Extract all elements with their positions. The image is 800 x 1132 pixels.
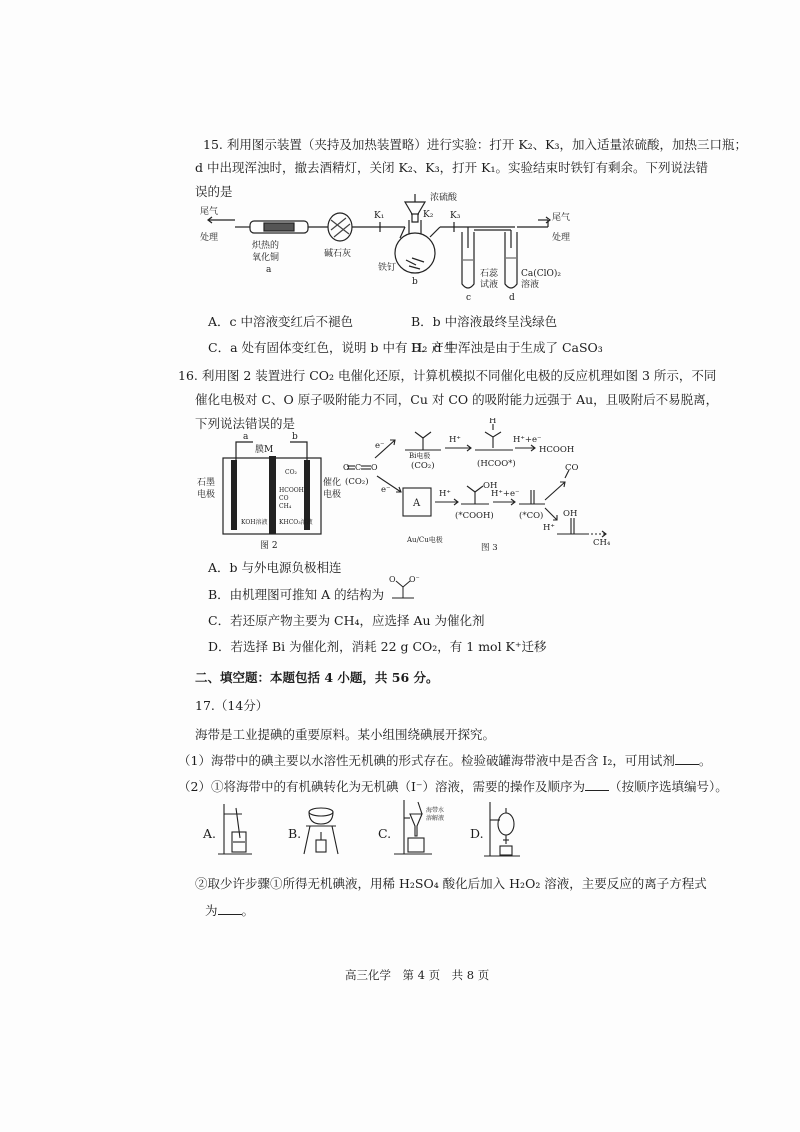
- q15-option-c: C．a 处有固体变红色，说明 b 中有 H₂ 产生: [208, 340, 457, 355]
- q17-part2: [178, 779, 728, 795]
- q17-part2-2-answer-text: 为: [205, 903, 218, 918]
- q17-part2-text: （2）①将海带中的有机碘转化为无机碘（I⁻）溶液，需要的操作及顺序为: [178, 779, 585, 794]
- q17-part2-2-answer-end: 。: [241, 903, 255, 918]
- tail-gas-right-label: 尾气: [552, 213, 571, 223]
- apparatus-d-figure: [482, 798, 524, 862]
- co-product: CO: [565, 463, 579, 473]
- q17-part2-blank[interactable]: [585, 779, 609, 791]
- right-solution-label: KHCO₃溶液: [279, 519, 313, 526]
- q15-line3: 误的是: [195, 184, 233, 199]
- label-a: a: [266, 265, 272, 275]
- q17-part2-2-answer: [205, 903, 254, 919]
- section-2-heading: 二、填空题：本题包括 4 小题，共 56 分。: [195, 670, 439, 685]
- q16-option-c: C．若还原产物主要为 CH₄，应选择 Au 为催化剂: [208, 613, 485, 628]
- fig2-caption: 图 2: [260, 541, 278, 550]
- k1-label: K₁: [374, 211, 385, 221]
- co2-ads-label: (CO₂): [411, 461, 435, 471]
- product-hcooh: HCOOH: [279, 487, 304, 494]
- apparatus-c-label-1: 海带水: [426, 807, 445, 814]
- heated-cuo-label: 炽热的: [252, 241, 280, 251]
- app-option-b-label: B.: [288, 826, 302, 841]
- product-co2: CO₂: [285, 469, 297, 476]
- membrane-label: 膜M: [255, 445, 274, 455]
- q17-part1-end: 。: [698, 753, 712, 768]
- cooh-label: (*COOH): [455, 511, 494, 521]
- product-ch4: CH₄: [279, 503, 292, 510]
- fig3-mechanism: [343, 418, 613, 553]
- q15-line1: 15. 利用图示装置（夹持及加热装置略）进行实验：打开 K₂、K₃，加入适量浓硫酸，加热三口瓶；: [203, 137, 748, 152]
- q16-option-b: B．由机理图可推知 A 的结构为: [208, 587, 385, 602]
- apparatus-b-drawing: [300, 802, 342, 860]
- h-plus-1: H⁺: [449, 435, 461, 445]
- co-ads-label: (*CO): [519, 511, 544, 521]
- catalyst-label-2: 电极: [323, 490, 342, 500]
- apparatus-diagram: [200, 190, 600, 305]
- q17-part2-end: （按顺序选填编号）。: [609, 779, 728, 794]
- hcooh-product: HCOOH: [539, 445, 575, 455]
- soda-lime-label: 碱石灰: [324, 249, 352, 259]
- oh-label-2: OH: [563, 509, 578, 519]
- carboxylate-structure-drawing: [388, 574, 422, 602]
- left-solution-label: KOH溶液: [241, 519, 268, 526]
- co2-c-atom: C: [355, 463, 362, 472]
- q16-option-d: D．若选择 Bi 为催化剂，消耗 22 g CO₂，有 1 mol K⁺迁移: [208, 639, 547, 654]
- label-c: c: [466, 293, 472, 303]
- page-footer: 高三化学 第 4 页 共 8 页: [345, 968, 490, 982]
- e-minus-1: e⁻: [375, 441, 385, 451]
- co2-left-label: (CO₂): [345, 477, 369, 487]
- app-option-a-label: A.: [203, 826, 217, 841]
- bi-electrode-label: Bi电极: [409, 452, 431, 460]
- fig3-diagram: [343, 418, 613, 553]
- q16-line2: 催化电极对 C、O 原子吸附能力不同，Cu 对 CO 的吸附能力远强于 Au，且吸附后不易脱离，: [195, 392, 719, 407]
- apparatus-c-drawing: [392, 796, 464, 862]
- catalyst-label: 催化: [323, 478, 342, 488]
- conc-acid-label: 浓硫酸: [430, 193, 458, 203]
- apparatus-c-figure: [392, 796, 464, 862]
- graphite-label-2: 电极: [197, 490, 216, 500]
- label-b: b: [412, 277, 418, 287]
- q17-heading: 17.（14分）: [195, 698, 269, 713]
- caclo2-label: Ca(ClO)₂: [521, 269, 562, 279]
- co2-o-atom-1: O: [343, 463, 350, 472]
- q17-intro: 海带是工业提碘的重要原料。某小组围绕碘展开探究。: [195, 727, 496, 742]
- k3-label: K₃: [450, 211, 461, 221]
- hcoo-label: (HCOO*): [477, 459, 516, 469]
- co2-o-atom-2: O: [371, 463, 378, 472]
- terminal-b: b: [292, 432, 298, 442]
- q17-part2-2: ②取少许步骤①所得无机碘液，用稀 H₂SO₄ 酸化后加入 H₂O₂ 溶液，主要反应的离子方程式: [195, 876, 707, 891]
- label-d: d: [509, 293, 515, 303]
- caclo2-label-2: 溶液: [521, 280, 540, 290]
- q15-option-a: A．c 中溶液变红后不褪色: [208, 314, 354, 329]
- terminal-a: a: [243, 432, 249, 442]
- q15-option-d: D．d 中浑浊是由于生成了 CaSO₃: [411, 340, 603, 355]
- q16-line1: 16. 利用图 2 装置进行 CO₂ 电催化还原，计算机模拟不同催化电极的反应机理如图 3 所示，不同: [178, 368, 717, 383]
- ch4-product: CH₄: [593, 538, 611, 548]
- h-top: H: [489, 418, 497, 426]
- q17-part1-text: （1）海带中的碘主要以水溶性无机碘的形式存在。检验破罐海带液中是否含 I₂，可用试剂: [178, 753, 675, 768]
- carboxylate-structure: [388, 574, 422, 602]
- q15-line2: d 中出现浑浊时，撤去酒精灯，关闭 K₂、K₃，打开 K₁。实验结束时铁钉有剩余。下列说法错: [195, 160, 708, 175]
- iron-nail-label: 铁钉: [378, 263, 397, 273]
- oh-label: OH: [483, 481, 498, 491]
- heated-cuo-label-2: 氧化铜: [252, 253, 280, 263]
- tail-gas-right-label-2: 处理: [552, 233, 571, 243]
- apparatus-b-figure: [300, 802, 342, 860]
- e-minus-2: e⁻: [381, 485, 391, 495]
- apparatus-d-drawing: [482, 798, 524, 862]
- fig3-caption: 图 3: [481, 543, 498, 553]
- litmus-label: 石蕊: [480, 269, 499, 279]
- graphite-label: 石墨: [197, 478, 216, 488]
- litmus-label-2: 试液: [480, 280, 499, 290]
- product-co: CO: [279, 495, 289, 502]
- h-plus-e-2: H⁺+e⁻: [491, 489, 520, 499]
- au-cu-electrode-label: Au/Cu电极: [407, 536, 443, 544]
- q17-part1-blank[interactable]: [675, 753, 699, 765]
- carboxylate-o-right: O⁻: [409, 575, 420, 584]
- apparatus-a-figure: [216, 800, 256, 860]
- apparatus-c-label-2: 溶解液: [426, 815, 445, 822]
- membrane-m: [269, 456, 276, 534]
- fig2-electrolysis-cell: [195, 430, 345, 550]
- q17-part1: [178, 753, 711, 769]
- q16-option-a: A．b 与外电源负极相连: [208, 560, 342, 575]
- fig2-diagram: [195, 430, 345, 550]
- h-plus-2: H⁺: [439, 489, 451, 499]
- graphite-electrode: [231, 460, 237, 530]
- box-a-label: A: [413, 498, 421, 509]
- app-option-c-label: C.: [378, 826, 392, 841]
- carboxylate-o-left: O: [389, 575, 396, 584]
- h-plus-3: H⁺: [543, 523, 555, 533]
- q15-option-b: B．b 中溶液最终呈浅绿色: [411, 314, 558, 329]
- q16-line3: 下列说法错误的是: [195, 416, 296, 431]
- tail-gas-left-label-2: 处理: [200, 233, 219, 243]
- q15-apparatus-figure: [200, 190, 600, 305]
- h-plus-e-1: H⁺+e⁻: [513, 435, 542, 445]
- k2-label: K₂: [423, 210, 434, 220]
- app-option-d-label: D.: [470, 826, 484, 841]
- apparatus-a-drawing: [216, 800, 256, 860]
- tail-gas-left-label: 尾气: [200, 207, 219, 217]
- q17-part2-2-blank[interactable]: [218, 903, 242, 915]
